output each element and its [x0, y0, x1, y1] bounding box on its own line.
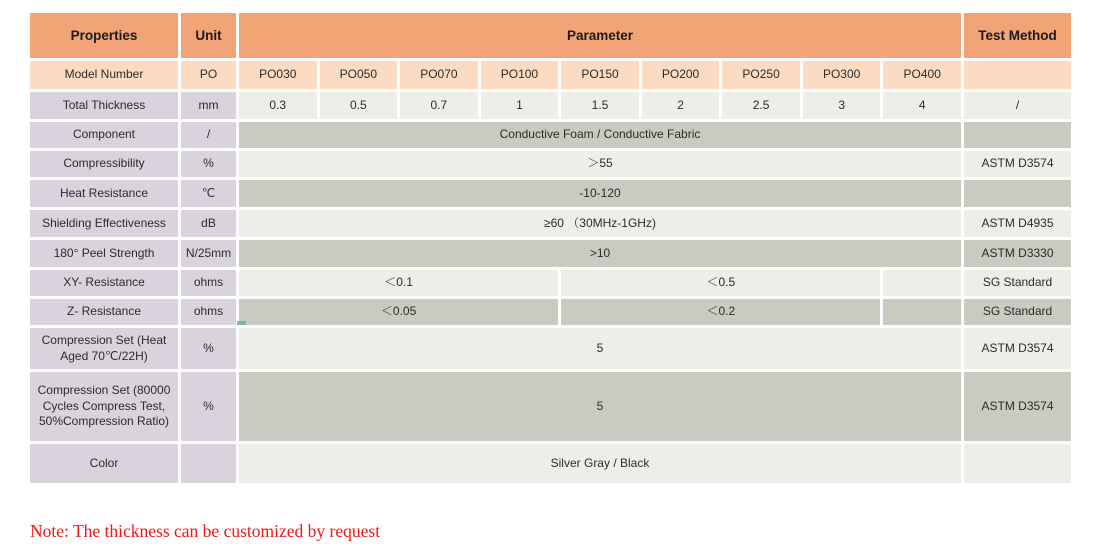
row-unit: ohms: [181, 299, 236, 325]
row-test: ASTM D3574: [964, 328, 1071, 369]
thickness-cell: 1: [481, 92, 559, 119]
row-property: Color: [30, 444, 178, 483]
thickness-cell: 2: [642, 92, 720, 119]
row-test: ASTM D3574: [964, 372, 1071, 441]
row-property: Z- Resistance: [30, 299, 178, 325]
model-cell: PO400: [883, 61, 961, 89]
row-property: XY- Resistance: [30, 270, 178, 296]
row-test: [964, 444, 1071, 483]
row-unit: /: [181, 122, 236, 148]
thickness-property: Total Thickness: [30, 92, 178, 119]
row-unit: [181, 444, 236, 483]
row-test: [964, 180, 1071, 207]
row-test: ASTM D3330: [964, 240, 1071, 267]
row-test: SG Standard: [964, 270, 1071, 296]
header-properties: Properties: [30, 13, 178, 58]
stray-green-mark: [237, 321, 246, 325]
thickness-test: /: [964, 92, 1071, 119]
row-value: 5: [239, 372, 961, 441]
row-property: Heat Resistance: [30, 180, 178, 207]
row-test: [964, 122, 1071, 148]
row-test: SG Standard: [964, 299, 1071, 325]
row-value: 5: [239, 328, 961, 369]
header-unit: Unit: [181, 13, 236, 58]
row-value: -10-120: [239, 180, 961, 207]
model-row-test-empty: [964, 61, 1071, 89]
row-unit: ohms: [181, 270, 236, 296]
thickness-cell: 2.5: [722, 92, 800, 119]
model-cell: PO100: [481, 61, 559, 89]
thickness-cell: 0.7: [400, 92, 478, 119]
row-test: ASTM D3574: [964, 151, 1071, 177]
thickness-cell: 0.5: [320, 92, 398, 119]
row-value: Conductive Foam / Conductive Fabric: [239, 122, 961, 148]
model-cell: PO300: [803, 61, 881, 89]
row-property: Compressibility: [30, 151, 178, 177]
row-value-right: ＜0.2: [561, 299, 880, 325]
thickness-unit: mm: [181, 92, 236, 119]
row-value: ≥60 （30MHz-1GHz): [239, 210, 961, 237]
row-property: Compression Set (Heat Aged 70℃/22H): [30, 328, 178, 369]
model-cell: PO250: [722, 61, 800, 89]
product-spec-table: [30, 13, 1071, 483]
thickness-cell: 1.5: [561, 92, 639, 119]
row-property: Shielding Effectiveness: [30, 210, 178, 237]
header-test-method: Test Method: [964, 13, 1071, 58]
thickness-cell: 4: [883, 92, 961, 119]
row-property: 180° Peel Strength: [30, 240, 178, 267]
row-value: >10: [239, 240, 961, 267]
row-value: Silver Gray / Black: [239, 444, 961, 483]
model-cell: PO200: [642, 61, 720, 89]
header-parameter: Parameter: [239, 13, 961, 58]
row-value: ＞55: [239, 151, 961, 177]
row-unit: ℃: [181, 180, 236, 207]
row-value-left: ＜0.05: [239, 299, 558, 325]
thickness-cell: 3: [803, 92, 881, 119]
model-cell: PO030: [239, 61, 317, 89]
row-unit: dB: [181, 210, 236, 237]
thickness-cell: 0.3: [239, 92, 317, 119]
model-row-unit: PO: [181, 61, 236, 89]
row-property: Component: [30, 122, 178, 148]
note-text: Note: The thickness can be customized by request: [30, 521, 381, 541]
row-test: ASTM D4935: [964, 210, 1071, 237]
row-unit: %: [181, 151, 236, 177]
model-cell: PO150: [561, 61, 639, 89]
model-cell: PO070: [400, 61, 478, 89]
row-value-end-empty: [883, 270, 961, 296]
row-unit: %: [181, 372, 236, 441]
row-value-left: ＜0.1: [239, 270, 558, 296]
row-value-right: ＜0.5: [561, 270, 880, 296]
row-property: Compression Set (80000 Cycles Compress Test, 50%Compression Ratio): [30, 372, 178, 441]
row-unit: %: [181, 328, 236, 369]
model-row-property: Model Number: [30, 61, 178, 89]
model-cell: PO050: [320, 61, 398, 89]
row-value-end-empty: [883, 299, 961, 325]
row-unit: N/25mm: [181, 240, 236, 267]
